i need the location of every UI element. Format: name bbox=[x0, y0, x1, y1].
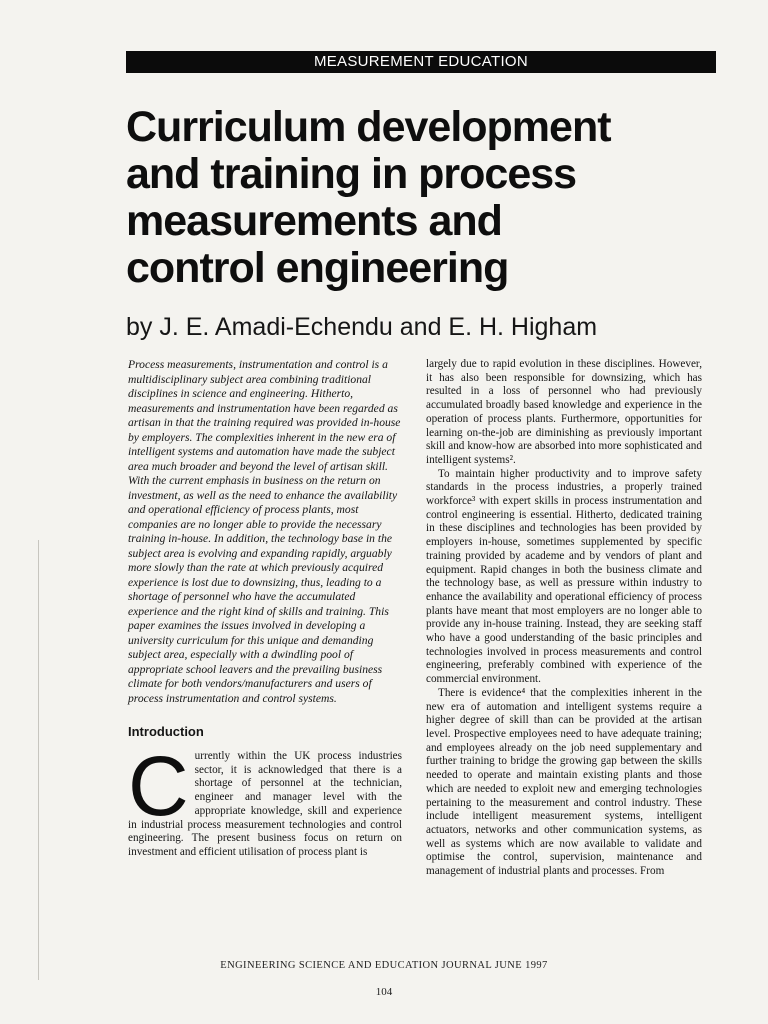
body-paragraph: There is evidence⁴ that the complexities inherent in the new era of automation and intelligent systems require a higher degree of skill than can be provided at the artisan level. Prospective employees need to have adequate training; and employees already on the job need supplementary and further training to bridge the growing gap between the skills needed to operate and maintain existing plants and those which are needed to exploit new and emerging technologies pertaining to the measurement and control industry. These include intelligent measurement systems, intelligent actuators, networks and other communication systems, as well as systems which are now available to validate and optimise the control, supervision, maintenance and management of industrial plants and processes. From bbox=[426, 686, 702, 878]
author-byline: by J. E. Amadi-Echendu and E. H. Higham bbox=[126, 313, 598, 341]
journal-footer: ENGINEERING SCIENCE AND EDUCATION JOURNAL JUNE 1997 bbox=[220, 960, 548, 971]
intro-paragraph bbox=[128, 739, 402, 860]
title-line: and training in process bbox=[126, 150, 577, 198]
abstract: Process measurements, instrumentation and control is a multidisciplinary subject area combining traditional disciplines in science and engineering. Hitherto, measurements and instrumentation have been regarded as artisan in that the training required was provided in-house by employers. The complexities inherent in the new era of intelligent systems and automation have made the subject area much broader and beyond the level of artisan skill. With the current emphasis in business on the return on investment, as well as the need to enhance the availability and operational efficiency of process plants, most companies are no longer able to provide the necessary training in-house. In addition, the technology base in the subject area is evolving and expanding rapidly, arguably more slowly than the rate at which previously acquired experience is lost due to downsizing, thus, leading to a shortage of personnel who have the accumulated experience and the right kind of skills and training. This paper examines the issues involved in developing a university curriculum for this unique and demanding subject area, especially with a dwindling pool of appropriate school leavers and the prevailing business climate for both vendors/manufacturers and users of process instrumentation and control systems. bbox=[128, 358, 401, 705]
section-heading: Introduction bbox=[128, 724, 204, 739]
title-line: control engineering bbox=[126, 244, 509, 292]
article-title bbox=[126, 104, 726, 292]
left-column bbox=[128, 358, 402, 860]
right-column bbox=[426, 358, 702, 879]
scan-margin-line bbox=[38, 540, 39, 980]
page-number: 104 bbox=[375, 986, 393, 998]
section-banner bbox=[126, 51, 716, 73]
title-line: measurements and bbox=[126, 197, 502, 245]
section-label: MEASUREMENT EDUCATION bbox=[313, 53, 529, 70]
drop-cap: C bbox=[128, 739, 189, 833]
body-paragraph: largely due to rapid evolution in these disciplines. However, it has also been responsible for downsizing, which has resulted in a loss of personnel who had previously accumulated broadly based knowledge and experience in the operation of process plants. Furthermore, opportunities for learning on-the-job are diminishing as previously important skill and know-how are absorbed into more sophisticated and intelligent systems². bbox=[426, 358, 702, 466]
title-line: Curriculum development bbox=[126, 103, 611, 151]
intro-text: urrently within the UK process industries sector, it is acknowledged that there is a shortage of personnel at the technician, engineer and manager level with the appropriate knowledge, skill and experience in industrial process measurement technologies and control engineering. The present business focus on return on investment and efficient utilisation of process plant is bbox=[128, 750, 402, 858]
body-paragraph: To maintain higher productivity and to improve safety standards in the process industries, a properly trained workforce³ with expert skills in process instrumentation and control engineering is essential. Hitherto, dedicated training in these disciplines and technologies has been provided by employers in-house, sometimes supplemented by specific training provided by academe and by vendors of plant and equipment. Rapid changes in both the business climate and the technology base, as well as pressure within industry to enhance the availability and operational efficiency of process plants have meant that most employers are no longer able to provide any in-house training. Instead, they are seeking staff who have a good understanding of the basic principles and technologies involved in process measurements and control engineering, preferably combined with experience of the commercial environment. bbox=[426, 467, 702, 686]
